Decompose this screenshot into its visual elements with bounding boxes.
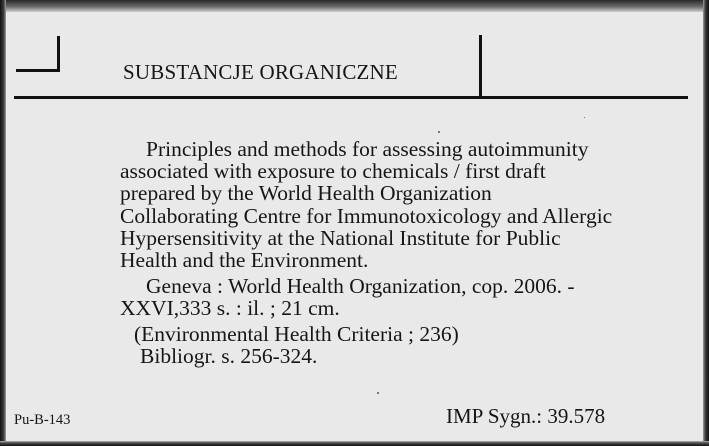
- heading-divider: [479, 35, 482, 98]
- bibliography-note: Bibliogr. s. 256-324.: [140, 343, 318, 368]
- corner-mark-vertical: [57, 36, 60, 72]
- series-statement: (Environmental Health Criteria ; 236): [134, 321, 459, 346]
- dust-speck: [377, 392, 379, 394]
- title-line: Hypersensitivity at the National Institute for Public: [120, 225, 561, 250]
- shelf-mark: Pu-B-143: [14, 412, 71, 428]
- dust-speck: [584, 117, 585, 118]
- title-statement: [120, 138, 660, 271]
- imprint-line: Geneva : World Health Organization, cop. 2006. -: [146, 274, 575, 299]
- heading-rule: [14, 96, 688, 99]
- title-line: Health and the Environment.: [120, 248, 369, 273]
- card-bottom-edge: [0, 441, 709, 446]
- card-body: [120, 138, 660, 367]
- corner-mark-horizontal: [16, 69, 60, 72]
- title-line: associated with exposure to chemicals / first draft: [120, 159, 546, 184]
- imprint-statement: [120, 275, 660, 319]
- dust-speck: [438, 131, 440, 133]
- title-line: Collaborating Centre for Immunotoxicology and Allergic: [120, 203, 613, 228]
- call-number: IMP Sygn.: 39.578: [446, 404, 606, 428]
- title-line: prepared by the World Health Organization: [120, 181, 492, 206]
- subject-heading: SUBSTANCJE ORGANICZNE: [123, 60, 398, 84]
- card-top-edge: [0, 0, 709, 12]
- card-left-edge: [0, 0, 6, 446]
- title-line: Principles and methods for assessing autoimmunity: [146, 137, 589, 161]
- card-right-edge: [703, 0, 709, 446]
- physical-description: XXVI,333 s. : il. ; 21 cm.: [120, 296, 340, 321]
